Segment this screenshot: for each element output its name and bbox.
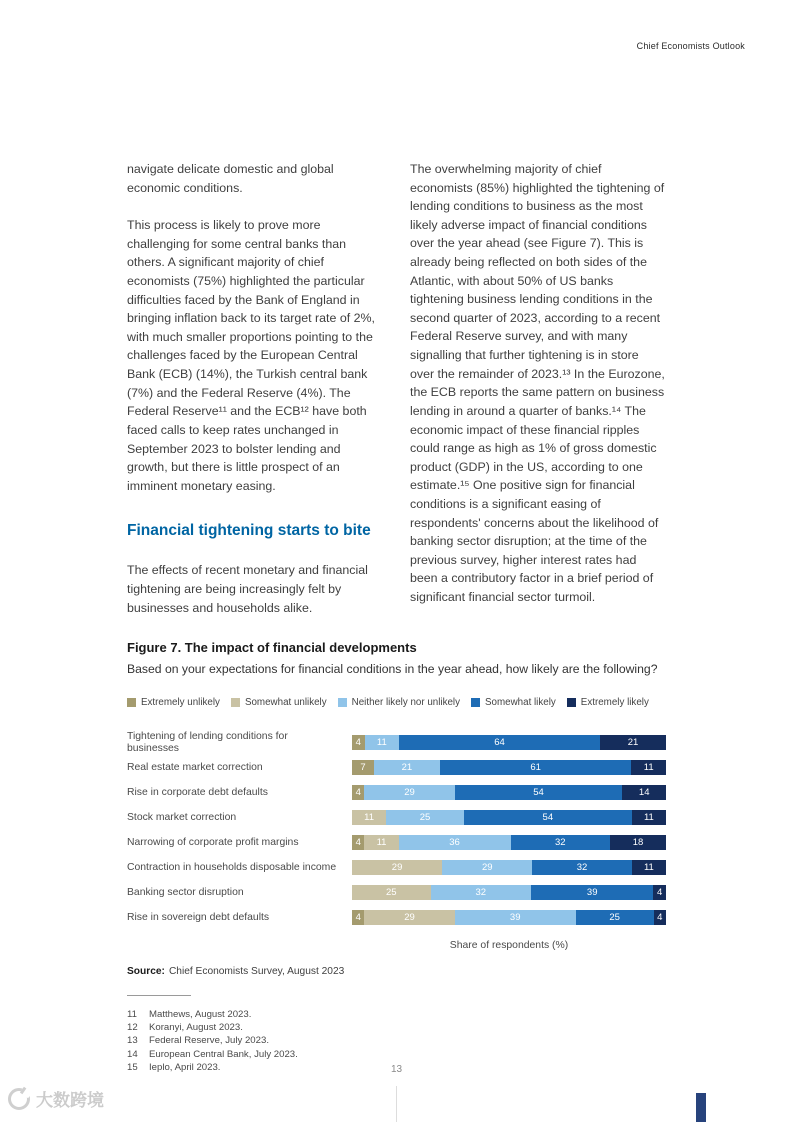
stacked-bar [352, 860, 666, 875]
bar-category-label: Contraction in households disposable income [127, 861, 337, 873]
legend-swatch [338, 698, 347, 707]
article-body [127, 160, 666, 636]
bar-segment: 25 [386, 810, 464, 825]
source-label: Source: [127, 966, 165, 977]
figure7 [127, 640, 666, 1074]
footnote-number: 13 [127, 1035, 138, 1047]
legend-item [471, 697, 556, 708]
footnote-text: Koranyi, August 2023. [149, 1022, 243, 1034]
bar-category-label: Narrowing of corporate profit margins [127, 836, 299, 848]
section-heading: Financial tightening starts to bite [127, 522, 371, 540]
bar-segment: 11 [352, 810, 386, 825]
bar-category-label: Banking sector disruption [127, 886, 244, 898]
legend-label: Extremely likely [580, 697, 649, 708]
source-text: Chief Economists Survey, August 2023 [168, 966, 345, 977]
figure-title: Figure 7. The impact of financial developments [127, 640, 417, 655]
bar-category-label: Real estate market correction [127, 761, 263, 773]
running-header: Chief Economists Outlook [636, 41, 745, 51]
bar-segment: 18 [610, 835, 666, 850]
legend-label: Extremely unlikely [141, 697, 220, 708]
footnote-number: 14 [127, 1048, 138, 1060]
bar-segment: 14 [622, 785, 666, 800]
legend-swatch [471, 698, 480, 707]
corner-accent-bar [696, 1093, 706, 1122]
legend-swatch [567, 698, 576, 707]
bar-segment: 11 [364, 835, 398, 850]
stacked-bar [352, 760, 666, 775]
bar-segment: 25 [352, 885, 431, 900]
footnote-divider [127, 995, 191, 996]
chart-row [127, 805, 666, 830]
bar-segment: 32 [431, 885, 531, 900]
bar-segment: 11 [632, 860, 666, 875]
x-axis-label: Share of respondents (%) [449, 940, 569, 951]
footnote [127, 1048, 666, 1061]
chart-row [127, 730, 666, 755]
bar-segment: 25 [576, 910, 654, 925]
footnote-text: Ieplo, April 2023. [149, 1061, 221, 1073]
page-number: 13 [390, 1064, 403, 1075]
chart-row [127, 855, 666, 880]
bar-segment: 39 [455, 910, 576, 925]
bar-segment: 39 [531, 885, 653, 900]
bar-segment: 21 [600, 735, 666, 750]
bar-segment: 29 [364, 910, 454, 925]
bar-segment: 11 [632, 810, 666, 825]
bar-segment: 29 [364, 785, 454, 800]
paragraph: The overwhelming majority of chief economists (85%) highlighted the tightening of lending conditions to business as the most likely adverse impact of financial conditions over the year ahead (see Figure 7). This is already being reflected on both sides of the Atlantic, with about 50% of US banks tightening business lending conditions in the second quarter of 2023, according to a recent Federal Reserve survey, and with many signalling that further tightening is in store over the remainder of 2023.¹³ In the Eurozone, the ECB reports the same pattern on business lending in around a quarter of banks.¹⁴ The economic impact of these financial ripples could range as high as 1% of gross domestic product (GDP) in the US, according to one estimate.¹⁵ One positive sign for financial conditions is a significant easing of respondents' concerns about the likelihood of banking sector disruption; at the time of the previous survey, higher interest rates had been a contributory factor in a brief period of significant financial sector turmoil. [410, 162, 665, 605]
watermark-text: 大数跨境 [36, 1091, 104, 1110]
bar-segment: 4 [352, 835, 364, 850]
bar-segment: 4 [654, 910, 666, 925]
source-line [127, 966, 666, 977]
legend-item [231, 697, 327, 708]
legend-swatch [231, 698, 240, 707]
bar-category-label: Tightening of lending conditions for businesses [127, 731, 288, 754]
legend-item [338, 697, 460, 708]
paragraph: navigate delicate domestic and global economic conditions. [127, 162, 334, 195]
figure7-chart [127, 730, 666, 930]
legend-swatch [127, 698, 136, 707]
chart-row [127, 755, 666, 780]
legend-item [127, 697, 220, 708]
bar-segment: 36 [399, 835, 511, 850]
right-column [410, 160, 666, 636]
stacked-bar [352, 910, 666, 925]
bar-segment: 61 [440, 760, 632, 775]
legend-label: Somewhat unlikely [244, 697, 327, 708]
bar-segment: 54 [455, 785, 623, 800]
footer-divider [396, 1086, 397, 1122]
bar-segment: 29 [442, 860, 532, 875]
paragraph: This process is likely to prove more challenging for some central banks than others. A significant majority of chief economists (75%) highlighted the particular difficulties faced by the Bank of England in bringing inflation back to its target rate of 2%, with much smaller proportions pointing to the challenges faced by the European Central Bank (ECB) (14%), the Turkish central bank (7%) and the Federal Reserve (4%). The Federal Reserve¹¹ and the ECB¹² have both faced calls to keep rates unchanged in September 2023 to bolster lending and growth, but there is little prospect of an imminent monetary easing. [127, 218, 375, 493]
stacked-bar [352, 885, 666, 900]
bar-category-label: Rise in sovereign debt defaults [127, 911, 270, 923]
bar-segment: 7 [352, 760, 374, 775]
bar-category-label: Rise in corporate debt defaults [127, 786, 268, 798]
bar-category-label: Stock market correction [127, 811, 237, 823]
left-column [127, 160, 383, 636]
chart-legend [127, 697, 666, 708]
bar-segment: 11 [631, 760, 666, 775]
bar-segment: 4 [352, 785, 364, 800]
bar-segment: 4 [352, 735, 365, 750]
paragraph: The effects of recent monetary and financial tightening are being increasingly felt by businesses and households alike. [127, 563, 368, 615]
watermark-logo-icon [8, 1088, 30, 1110]
stacked-bar [352, 735, 666, 750]
bar-segment: 11 [365, 735, 400, 750]
footnote-number: 15 [127, 1061, 138, 1073]
bar-segment: 32 [532, 860, 631, 875]
footnote-number: 11 [127, 1009, 137, 1020]
bar-segment: 32 [511, 835, 610, 850]
chart-row [127, 905, 666, 930]
bar-segment: 29 [352, 860, 442, 875]
footnote [127, 1034, 666, 1047]
figure-subtitle: Based on your expectations for financial conditions in the year ahead, how likely are the following? [127, 662, 658, 676]
bar-segment: 21 [374, 760, 440, 775]
bar-segment: 4 [653, 885, 666, 900]
chart-row [127, 780, 666, 805]
footnote-text: Matthews, August 2023. [149, 1009, 252, 1020]
watermark [8, 1086, 104, 1111]
footnote-text: Federal Reserve, July 2023. [149, 1035, 269, 1047]
legend-label: Neither likely nor unlikely [351, 697, 460, 708]
chart-row [127, 830, 666, 855]
stacked-bar [352, 810, 666, 825]
footnote-text: European Central Bank, July 2023. [149, 1048, 298, 1060]
bar-segment: 54 [464, 810, 632, 825]
footnote-number: 12 [127, 1022, 138, 1034]
footnote [127, 1008, 666, 1021]
bar-segment: 64 [399, 735, 600, 750]
legend-label: Somewhat likely [485, 697, 556, 708]
legend-item [567, 697, 649, 708]
footnote [127, 1021, 666, 1034]
stacked-bar [352, 835, 666, 850]
stacked-bar [352, 785, 666, 800]
bar-segment: 4 [352, 910, 364, 925]
chart-row [127, 880, 666, 905]
